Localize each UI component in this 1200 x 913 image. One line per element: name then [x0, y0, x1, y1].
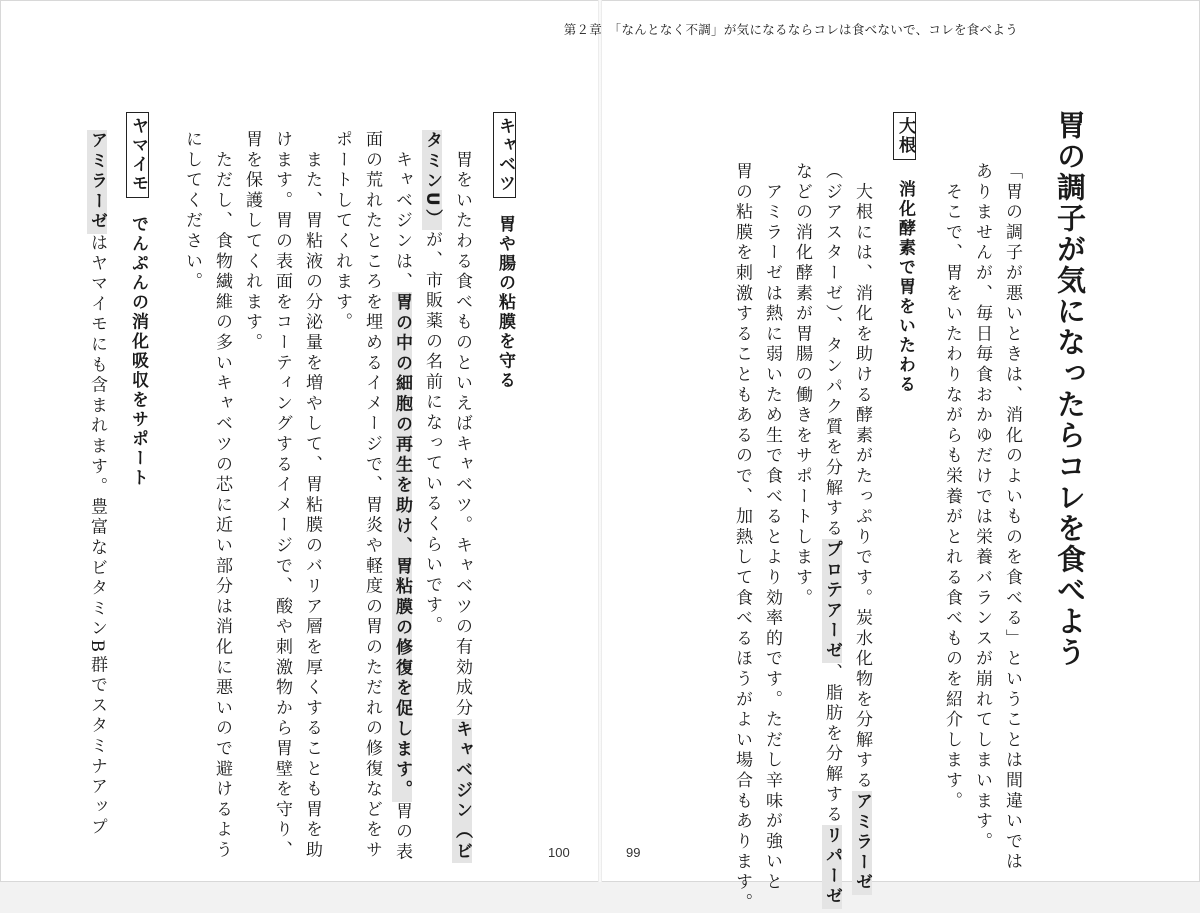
- highlight-cabbagin: キャベジン（ビ: [452, 719, 472, 862]
- intro-line-2: ありませんが、毎日毎食おかゆだけでは栄養バランスが崩れてしまいます。: [972, 162, 992, 853]
- daikon-subhead: 消化酵素で胃をいたわる: [895, 180, 915, 395]
- daikon-line-4: アミラーゼは熱に弱いため生で食べるとより効率的です。ただし辛味が強いと: [762, 162, 782, 893]
- highlight-lipase: リパーゼ: [822, 826, 842, 908]
- cabbage-label: キャベツ: [493, 112, 516, 198]
- cabbage-line-9: ただし、食物繊維の多いキャベツの芯に近い部分は消化に悪いので避けるよう: [212, 130, 232, 861]
- cabbage-line-6: また、胃粘液の分泌量を増やして、胃粘膜のバリア層を厚くすることも胃を助: [302, 130, 322, 861]
- cabbage-line-7: けます。胃の表面をコーティングするイメージで、酸や刺激物から胃壁を守り、: [272, 130, 292, 861]
- cabbage-subhead: 胃や腸の粘膜を守る: [495, 215, 515, 391]
- cabbage-line-3: キャベジンは、胃の中の細胞の再生を助け、胃粘膜の修復を促します。胃の表: [392, 130, 412, 863]
- daikon-line-5: 胃の粘膜を刺激することもあるので、加熱して食べるほうがよい場合もあります。: [732, 162, 752, 913]
- daikon-line-2: （ジアスターゼ）、タンパク質を分解するプロテアーゼ、脂肪を分解するリパーゼ: [822, 162, 842, 908]
- intro-line-3: そこで、胃をいたわりながらも栄養がとれる食べものを紹介します。: [942, 162, 962, 812]
- cabbage-line-4: 面の荒れたところを埋めるイメージで、胃炎や軽度の胃のただれの修復などをサ: [362, 130, 382, 861]
- yamaimo-label: ヤマイモ: [126, 112, 149, 198]
- cabbage-line-2: タミンU）が、市販薬の名前になっているくらいです。: [422, 131, 442, 637]
- yamaimo-line-1: アミラーゼはヤマイモにも含まれます。豊富なビタミンB群でスタミナアップ: [87, 131, 107, 838]
- highlight-regeneration: 胃の中の細胞の再生を助け、胃粘膜の修復を促します。: [392, 293, 412, 801]
- page-title: 胃の調子が気になったらコレを食べよう: [1053, 110, 1087, 668]
- daikon-label: 大根: [893, 112, 916, 160]
- highlight-amylase: アミラーゼ: [852, 792, 872, 894]
- highlight-amylase-yamaimo: アミラーゼ: [87, 131, 107, 233]
- page-number-left: 100: [548, 845, 570, 860]
- cabbage-line-1: 胃をいたわる食べものといえばキャベツ。キャベツの有効成分キャベジン（ビ: [452, 130, 472, 862]
- page-number-right: 99: [626, 845, 641, 860]
- cabbage-line-8: 胃を保護してくれます。: [242, 130, 262, 354]
- yamaimo-subhead: でんぷんの消化吸収をサポート: [128, 215, 148, 488]
- highlight-vitamin-u: タミンU）: [422, 131, 442, 230]
- page-gutter: [598, 0, 602, 882]
- daikon-line-1: 大根には、消化を助ける酵素がたっぷりです。炭水化物を分解するアミラーゼ: [852, 162, 872, 894]
- running-head: 第２章 「なんとなく不調」が気になるならコレは食べないで、コレを食べよう: [563, 22, 1018, 37]
- cabbage-line-10: にしてください。: [182, 130, 202, 293]
- daikon-line-3: などの消化酵素が胃腸の働きをサポートします。: [792, 162, 812, 609]
- highlight-protease: プロテアーゼ: [822, 540, 842, 663]
- cabbage-line-5: ポートしてくれます。: [332, 130, 352, 333]
- intro-line-1: 「胃の調子が悪いときは、消化のよいものを食べる」ということは間違いでは: [1002, 162, 1022, 873]
